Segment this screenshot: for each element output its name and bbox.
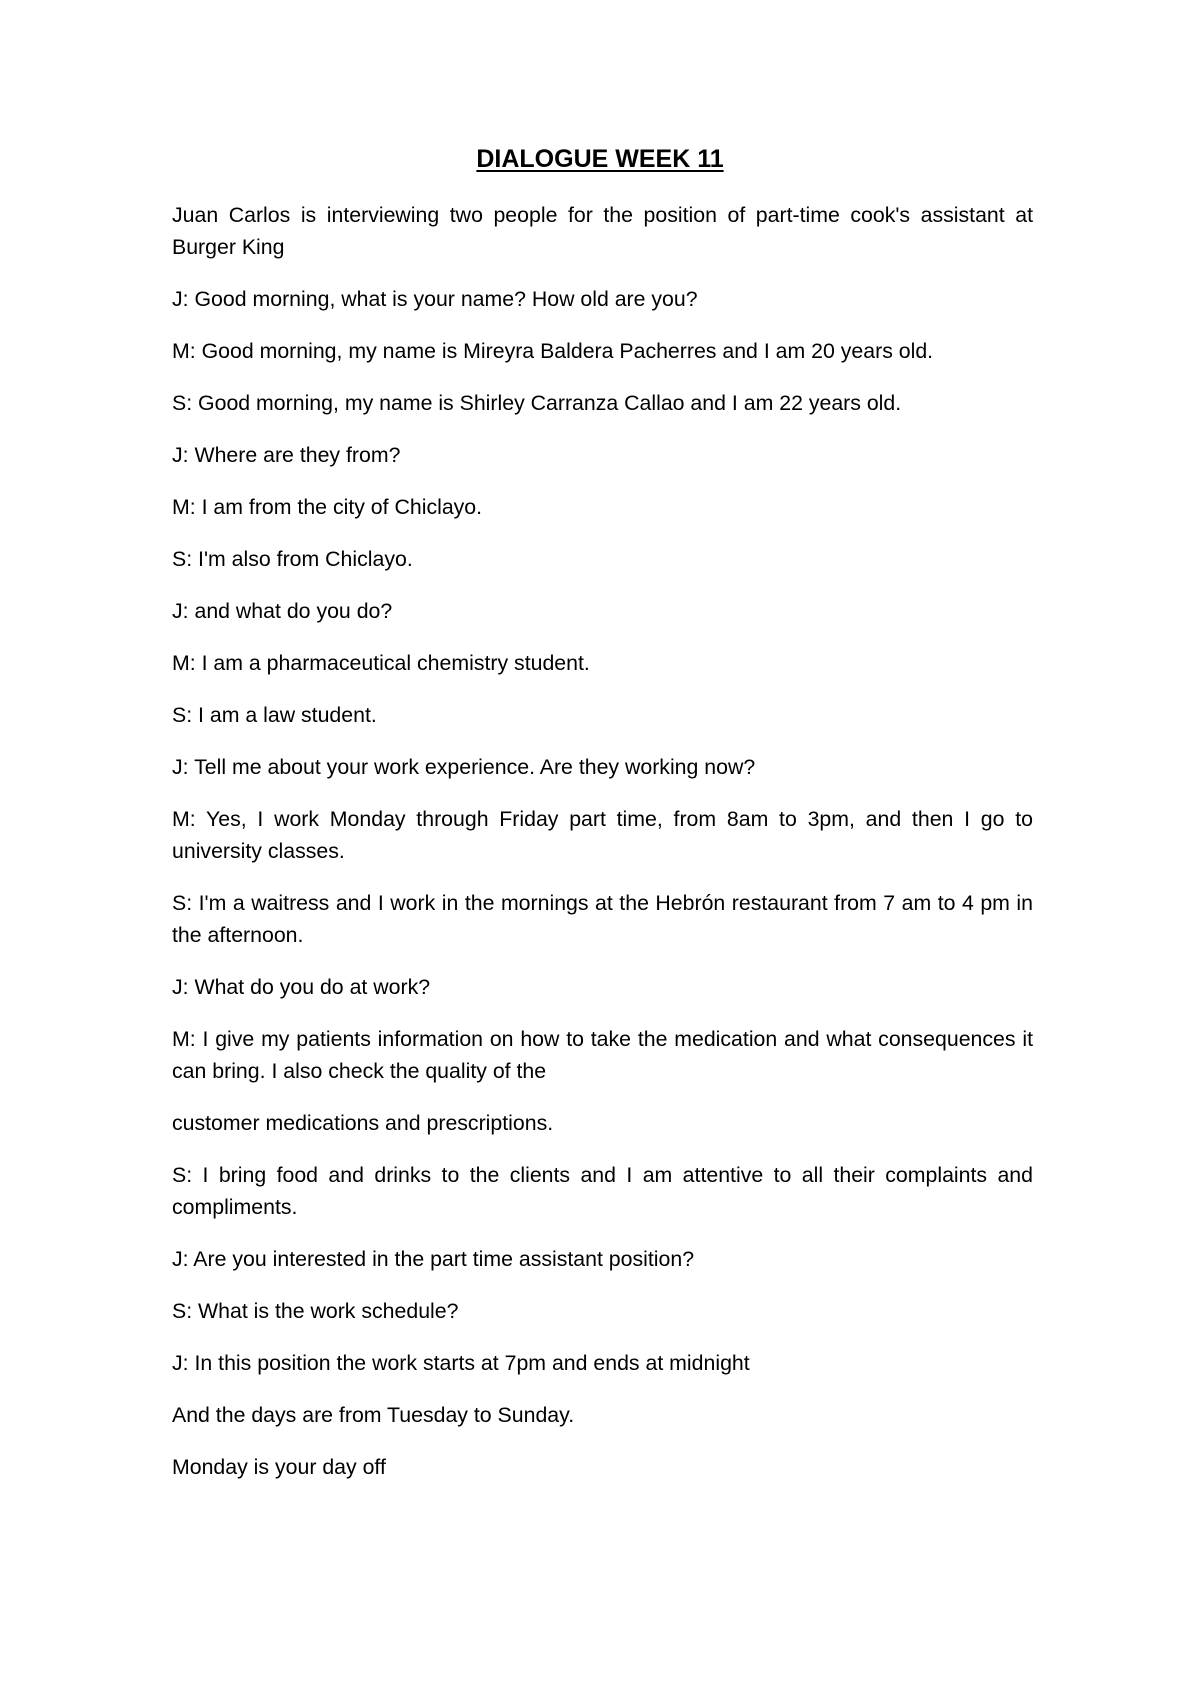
dialogue-line: S: What is the work schedule?	[172, 1299, 459, 1323]
dialogue-line: customer medications and prescriptions.	[172, 1111, 554, 1135]
dialogue-line: J: Where are they from?	[172, 443, 401, 467]
dialogue-line: M: Good morning, my name is Mireyra Baldera Pacherres and I am 20 years old.	[172, 339, 934, 363]
intro-paragraph: Juan Carlos is interviewing two people for the position of part-time cook's assistant at Burger King	[172, 203, 1033, 259]
dialogue-line: J: What do you do at work?	[172, 975, 431, 999]
dialogue-line: J: and what do you do?	[172, 599, 393, 623]
dialogue-line: And the days are from Tuesday to Sunday.	[172, 1403, 575, 1427]
dialogue-line: M: I am a pharmaceutical chemistry student.	[172, 651, 590, 675]
dialogue-line: M: Yes, I work Monday through Friday part time, from 8am to 3pm, and then I go to university classes.	[172, 807, 1033, 863]
dialogue-line: J: Are you interested in the part time assistant position?	[172, 1247, 695, 1271]
dialogue-line: Monday is your day off	[172, 1455, 386, 1479]
dialogue-line: J: Tell me about your work experience. Are they working now?	[172, 755, 756, 779]
dialogue-line: S: I am a law student.	[172, 703, 377, 727]
document-title: DIALOGUE WEEK 11	[476, 145, 724, 173]
dialogue-line: S: Good morning, my name is Shirley Carranza Callao and I am 22 years old.	[172, 391, 902, 415]
dialogue-line: J: Good morning, what is your name? How old are you?	[172, 287, 698, 311]
dialogue-line: S: I'm a waitress and I work in the mornings at the Hebrón restaurant from 7 am to 4 pm in the afternoon.	[172, 891, 1033, 947]
dialogue-line: M: I give my patients information on how to take the medication and what consequences it can bring. I also check the quality of the	[172, 1027, 1033, 1083]
dialogue-line: M: I am from the city of Chiclayo.	[172, 495, 483, 519]
dialogue-line: J: In this position the work starts at 7pm and ends at midnight	[172, 1351, 750, 1375]
dialogue-line: S: I'm also from Chiclayo.	[172, 547, 413, 571]
dialogue-line: S: I bring food and drinks to the clients and I am attentive to all their complaints and compliments.	[172, 1163, 1033, 1219]
document-body	[172, 199, 1033, 1503]
